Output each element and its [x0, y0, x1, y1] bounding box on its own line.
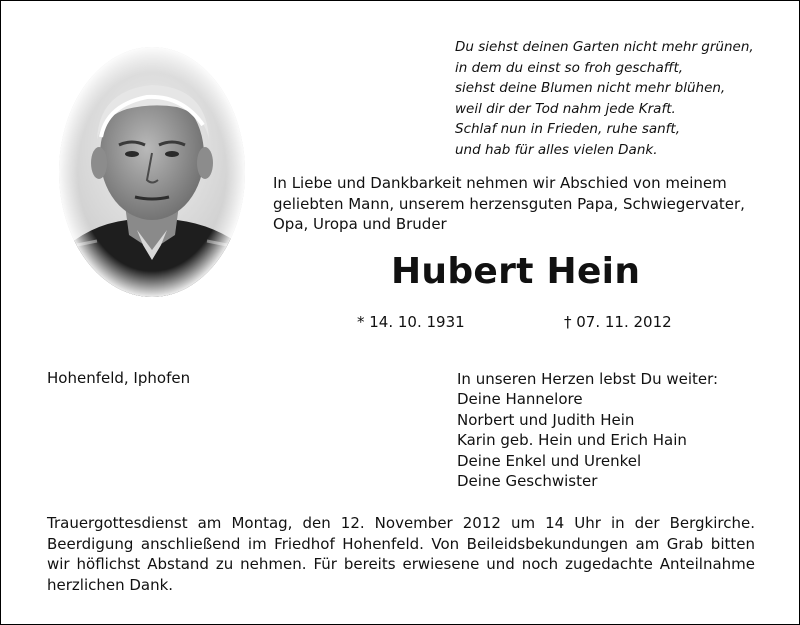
place: Hohenfeld, Iphofen [47, 369, 191, 387]
mourner-item: Deine Hannelore [457, 390, 583, 409]
portrait-photo [57, 45, 247, 299]
deceased-name: Hubert Hein [391, 251, 641, 292]
poem-line: und hab für alles vielen Dank. [455, 141, 658, 158]
poem-line: Schlaf nun in Frieden, ruhe sanft, [455, 121, 681, 138]
mourners-heading: In unseren Herzen lebst Du weiter: [457, 370, 719, 388]
service-line: herzlichen Dank. [47, 575, 174, 594]
mourner-item: Deine Geschwister [457, 472, 598, 491]
poem-line: in dem du einst so froh geschafft, [455, 59, 684, 76]
service-line: wir höflichst Abstand zu nehmen. Für bereits erwiesene und noch zugedachte Anteilnahme [47, 555, 755, 574]
poem [455, 37, 785, 161]
intro-line: geliebten Mann, unserem herzensguten Papa, Schwiegervater, [273, 194, 745, 213]
poem-line: siehst deine Blumen nicht mehr blühen, [455, 80, 726, 97]
service-notice [47, 513, 755, 595]
death-date: † 07. 11. 2012 [564, 313, 672, 331]
service-line: Beerdigung anschließend im Friedhof Hohenfeld. Von Beileidsbekundungen am Grab bitten [47, 534, 755, 553]
poem-line: Du siehst deinen Garten nicht mehr grünen, [455, 39, 754, 55]
mourner-item: Karin geb. Hein und Erich Hain [457, 431, 687, 450]
intro-line: In Liebe und Dankbarkeit nehmen wir Abschied von meinem [273, 174, 727, 192]
mourners-list [457, 369, 718, 491]
intro-text [273, 173, 793, 235]
service-line: Trauergottesdienst am Montag, den 12. November 2012 um 14 Uhr in der Bergkirche. [47, 514, 755, 532]
mourner-item: Norbert und Judith Hein [457, 410, 635, 429]
birth-date: * 14. 10. 1931 [357, 313, 465, 331]
poem-line: weil dir der Tod nahm jede Kraft. [455, 100, 676, 117]
intro-line: Opa, Uropa und Bruder [273, 215, 447, 234]
mourner-item: Deine Enkel und Urenkel [457, 451, 642, 470]
